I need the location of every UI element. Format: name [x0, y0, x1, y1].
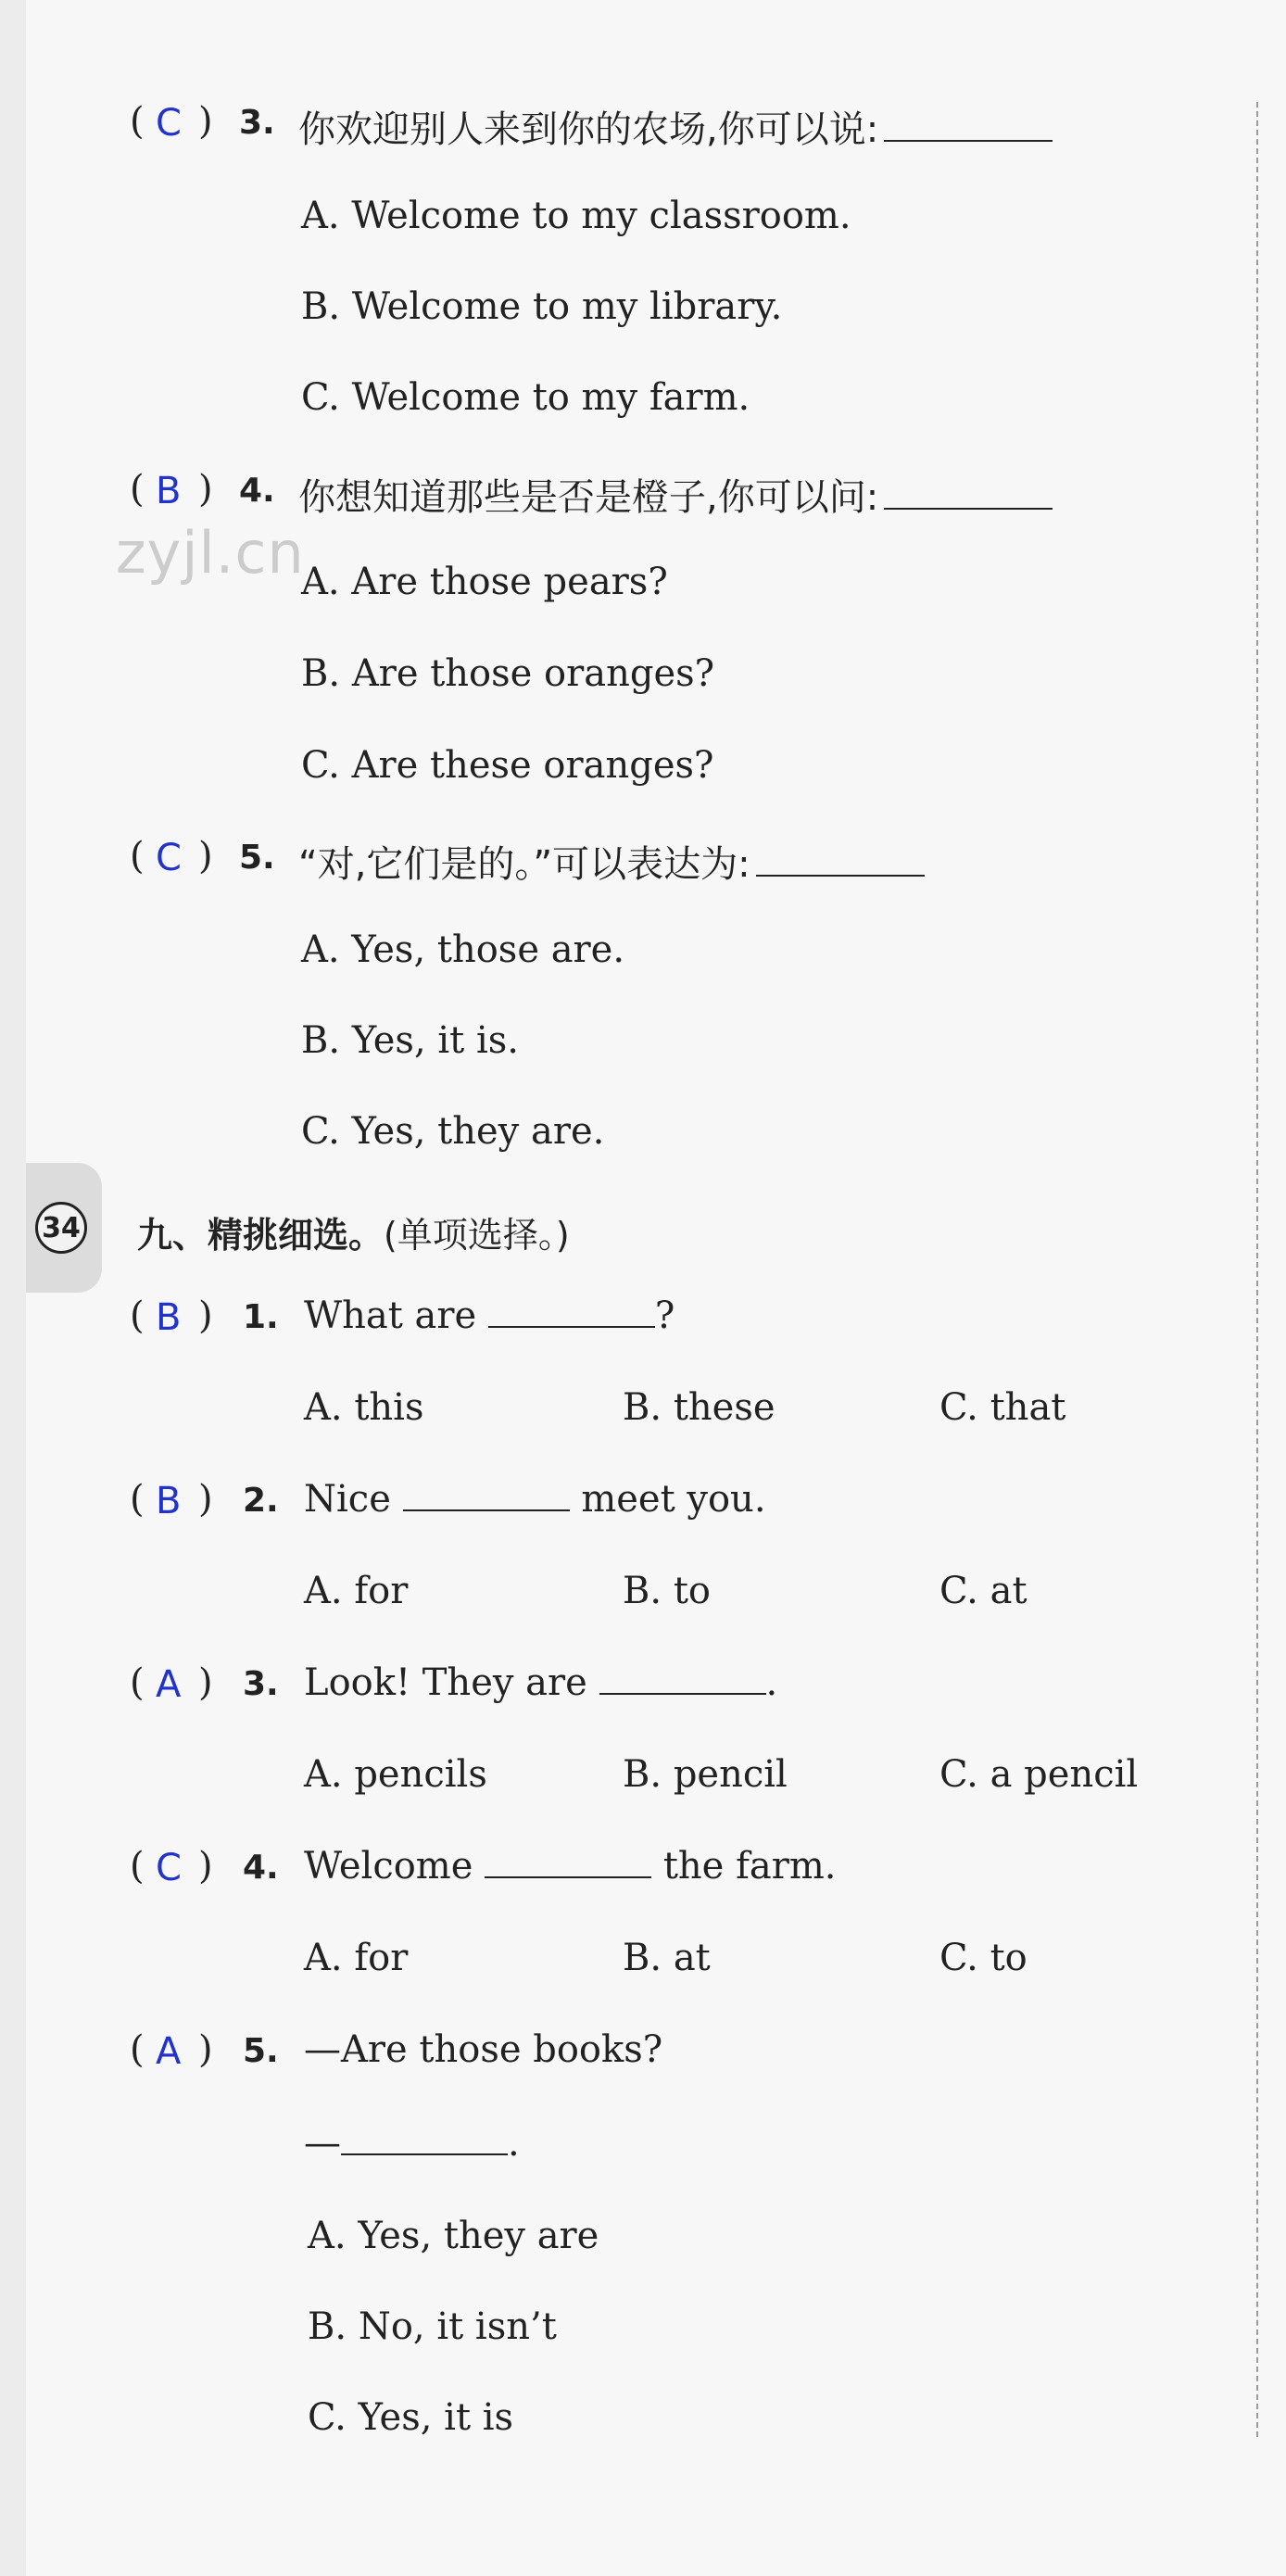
answer-bracket-open: (: [130, 835, 145, 878]
answer-blank: [403, 1478, 570, 1511]
answer-bracket-close: ): [198, 100, 213, 143]
answer-blank: [884, 108, 1053, 142]
answer-s9-q3: A: [156, 1663, 182, 1706]
option-b: B. to: [623, 1570, 711, 1612]
page-edge: [0, 0, 26, 2576]
question-stem: Welcome the farm.: [304, 1845, 837, 1888]
answer-bracket-open: (: [130, 100, 145, 143]
answer-bracket-close: ): [198, 468, 213, 511]
option-b: B. Welcome to my library.: [301, 285, 783, 328]
answer-bracket-close: ): [198, 835, 213, 878]
answer-s9-q2: B: [156, 1480, 182, 1522]
option-c: C. a pencil: [939, 1753, 1139, 1796]
option-a: A. for: [304, 1570, 409, 1612]
question-prompt: 你想知道那些是否是橙子,你可以问:: [298, 468, 1053, 521]
answer-q3: C: [156, 102, 182, 145]
option-a: A. Are those pears?: [301, 561, 668, 603]
option-c: C. Welcome to my farm.: [301, 376, 750, 419]
answer-bracket-open: (: [130, 1661, 145, 1704]
question-number: 5.: [239, 839, 275, 877]
question-stem: What are ?: [304, 1294, 675, 1337]
option-c: C. that: [939, 1386, 1066, 1429]
answer-bracket-open: (: [130, 1478, 145, 1521]
question-number: 3.: [239, 104, 275, 142]
section-subtitle: (单项选择。): [384, 1215, 570, 1256]
answer-blank: [485, 1845, 651, 1878]
question-stem: —Are those books?: [304, 2028, 663, 2071]
option-b: B. at: [623, 1937, 711, 1979]
page-number: 34: [35, 1202, 87, 1254]
answer-q5: C: [156, 837, 182, 879]
option-b: B. Are those oranges?: [301, 652, 715, 695]
answer-blank: [884, 476, 1053, 510]
question-prompt: 你欢迎别人来到你的农场,你可以说:: [298, 100, 1053, 153]
question-number: 3.: [243, 1665, 279, 1703]
answer-bracket-open: (: [130, 468, 145, 511]
watermark: zyjl.cn: [116, 519, 305, 587]
question-stem: Look! They are .: [304, 1661, 778, 1704]
question-number: 4.: [239, 472, 275, 510]
section-title: 九、精挑细选。(单项选择。): [137, 1215, 570, 1256]
reply-line: — .: [304, 2122, 520, 2165]
option-b: B. No, it isn’t: [308, 2305, 557, 2348]
answer-bracket-open: (: [130, 2028, 145, 2071]
answer-s9-q5: A: [156, 2030, 182, 2073]
question-stem: Nice meet you.: [304, 1478, 766, 1521]
option-a: A. this: [304, 1386, 424, 1429]
option-c: C. Are these oranges?: [301, 744, 714, 787]
answer-bracket-close: ): [198, 1845, 213, 1888]
option-a: A. pencils: [304, 1753, 487, 1796]
answer-bracket-close: ): [198, 1294, 213, 1337]
answer-s9-q1: B: [156, 1296, 182, 1339]
answer-blank: [599, 1661, 766, 1695]
option-c: C. at: [939, 1570, 1028, 1612]
cut-line: [1256, 102, 1258, 2437]
option-c: C. Yes, it is: [308, 2396, 514, 2439]
option-b: B. Yes, it is.: [301, 1019, 519, 1062]
question-number: 5.: [243, 2032, 279, 2070]
answer-q4: B: [156, 470, 182, 512]
option-c: C. to: [939, 1937, 1028, 1979]
question-number: 1.: [243, 1298, 279, 1336]
question-number: 4.: [243, 1849, 279, 1887]
option-a: A. for: [304, 1937, 409, 1979]
answer-s9-q4: C: [156, 1847, 182, 1889]
question-prompt: “对,它们是的。”可以表达为:: [298, 835, 925, 888]
option-c: C. Yes, they are.: [301, 1110, 605, 1153]
option-a: A. Welcome to my classroom.: [301, 195, 851, 237]
option-b: B. pencil: [623, 1753, 788, 1796]
answer-bracket-close: ): [198, 1478, 213, 1521]
answer-blank: [756, 843, 925, 877]
option-a: A. Yes, they are: [308, 2215, 599, 2257]
option-a: A. Yes, those are.: [301, 928, 625, 971]
answer-bracket-close: ): [198, 1661, 213, 1704]
answer-blank: [488, 1294, 655, 1328]
answer-blank: [341, 2122, 508, 2155]
answer-bracket-close: ): [198, 2028, 213, 2071]
question-number: 2.: [243, 1482, 279, 1520]
option-b: B. these: [623, 1386, 775, 1429]
answer-bracket-open: (: [130, 1845, 145, 1888]
answer-bracket-open: (: [130, 1294, 145, 1337]
